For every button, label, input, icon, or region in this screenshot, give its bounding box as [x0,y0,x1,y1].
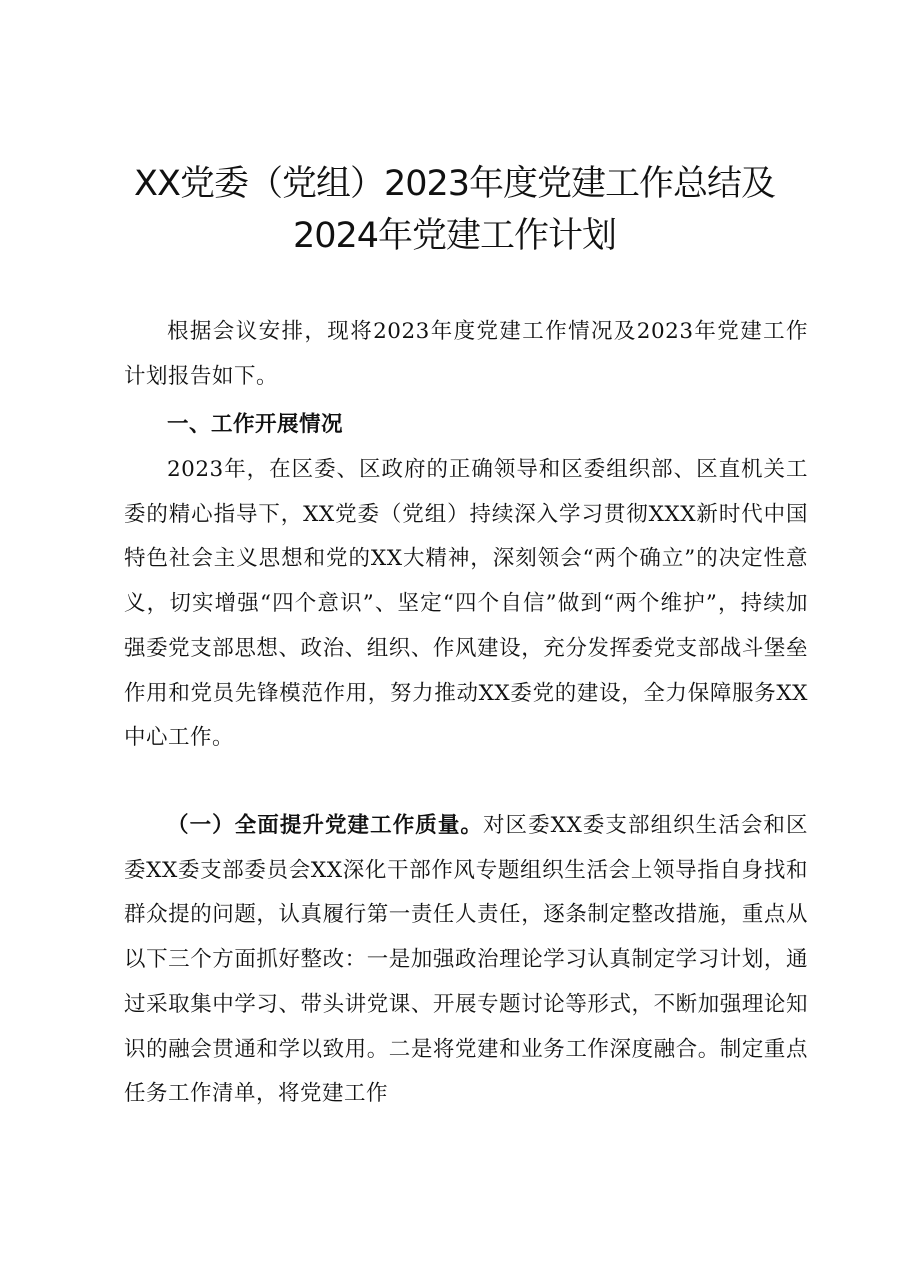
document-title-line2: 2024年党建工作计划 [292,216,617,256]
subsection-text: 对区委XX委支部组织生活会和区委XX委支部委员会XX深化干部作风专题组织生活会上领导指自身找和群众提的问题，认真履行第一责任人责任，逐条制定整改措施，重点从以下三个方面抓好整改：一是加强政治理论学习认真制定学习计划，通过采取集中学习、带头讲党课、开展专题讨论等形式，不断加强理论知识的融会贯通和学以致用。二是将党建和业务工作深度融合。制定重点任务工作清单，将党建工作 [124,813,808,1107]
section-heading: 一、工作开展情况 [167,412,344,437]
subsection-heading: （一）全面提升党建工作质量。 [167,813,483,838]
intro-paragraph: 根据会议安排，现将2023年度党建工作情况及2023年党建工作计划报告如下。 [124,319,808,389]
subsection-paragraph [124,804,808,1117]
document-title-line1: XX党委（党组）2023年度党建工作总结及 [133,164,776,204]
section-paragraph: 2023年，在区委、区政府的正确领导和区委组织部、区直机关工委的精心指导下，XX党委（党组）持续深入学习贯彻XXX新时代中国特色社会主义思想和党的XX大精神，深刻领会“两个确立”的决定性意义，切实增强“四个意识”、坚定“四个自信”做到“两个维护”，持续加强委党支部思想、政治、组织、作风建设，充分发挥委党支部战斗堡垒作用和党员先锋模范作用，努力推动XX委党的建设，全力保障服务XX中心工作。 [124,457,808,751]
